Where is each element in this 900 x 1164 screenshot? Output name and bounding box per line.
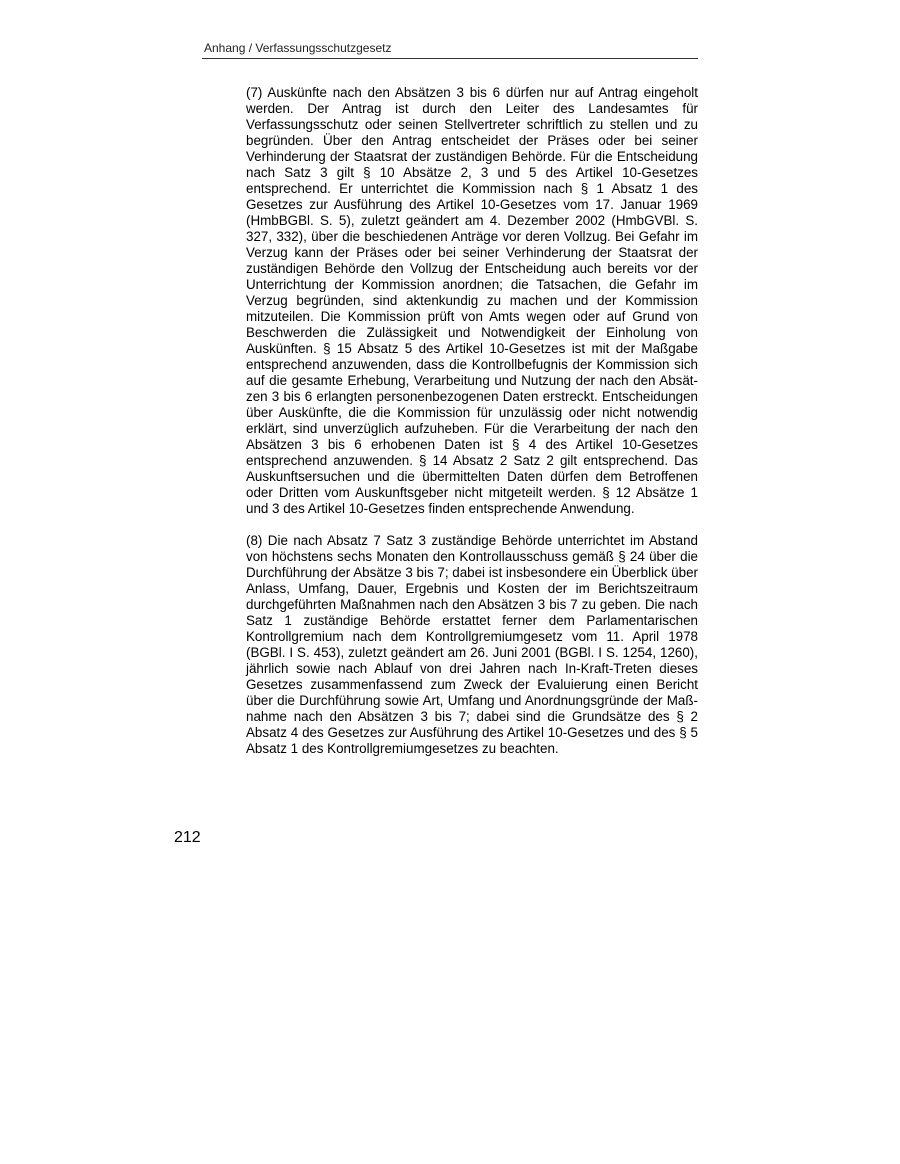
running-header (202, 40, 698, 59)
page-body (246, 85, 698, 757)
paragraph-7: (7) Auskünfte nach den Absätzen 3 bis 6 dürfen nur auf Antrag eingeholt werden. Der Antrag ist durch den Leiter des Landesamtes für Verfassungsschutz oder seinen Stellvertreter schriftlich zu stellen und zu begründen. Über den Antrag entscheidet der Präses oder bei seiner Verhinderung der Staatsrat der zuständigen Behörde. Für die Entscheidung nach Satz 3 gilt § 10 Absätze 2, 3 und 5 des Artikel 10-Gesetzes entsprechend. Er unterrichtet die Kommission nach § 1 Absatz 1 des Gesetzes zur Ausführung des Artikel 10-Gesetzes vom 17. Januar 1969 (HmbBGBl. S. 5), zuletzt geändert am 4. Dezember 2002 (HmbGVBl. S. 327, 332), über die beschiedenen Anträge vor deren Vollzug. Bei Gefahr im Verzug kann der Präses oder bei seiner Verhinderung der Staatsrat der zuständigen Behörde den Vollzug der Entscheidung auch bereits vor der Unterrichtung der Kommission anordnen; die Tatsachen, die Gefahr im Verzug begründen, sind aktenkundig zu machen und der Kommission mitzuteilen. Die Kommission prüft von Amts wegen oder auf Grund von Beschwerden die Zulässigkeit und Notwendigkeit der Einholung von Auskünften. § 15 Absatz 5 des Artikel 10-Gesetzes ist mit der Maßgabe entsprechend anzuwenden, dass die Kontrollbefugnis der Kommission sich auf die gesamte Erhebung, Verarbeitung und Nutzung der nach den Absätzen 3 bis 6 erlangten personenbezogenen Daten erstreckt. Entscheidungen über Auskünfte, die die Kommission für unzulässig oder nicht notwendig erklärt, sind unverzüglich aufzuheben. Für die Verarbeitung der nach den Absätzen 3 bis 6 erhobenen Daten ist § 4 des Artikel 10-Gesetzes entsprechend anzuwenden. § 14 Absatz 2 Satz 2 gilt entsprechend. Das Auskunftsersuchen und die übermittelten Daten dürfen dem Betroffenen oder Dritten vom Auskunftsgeber nicht mitgeteilt werden. § 12 Absätze 1 und 3 des Artikel 10-Gesetzes finden entsprechende Anwendung. (246, 85, 698, 516)
paragraph-8: (8) Die nach Absatz 7 Satz 3 zuständige Behörde unterrichtet im Abstand von höchstens sechs Monaten den Kontrollausschuss gemäß § 24 über die Durchführung der Absätze 3 bis 7; dabei ist insbesondere ein Überblick über Anlass, Umfang, Dauer, Ergebnis und Kosten der im Berichtszeitraum durchgeführten Maßnahmen nach den Absätzen 3 bis 7 zu geben. Die nach Satz 1 zuständige Behörde erstattet ferner dem Parlamentarischen Kontrollgremium nach dem Kontrollgremiumgesetz vom 11. April 1978 (BGBl. I S. 453), zuletzt geändert am 26. Juni 2001 (BGBl. I S. 1254, 1260), jährlich sowie nach Ablauf von drei Jahren nach In-Kraft-Treten dieses Gesetzes zusammenfassend zum Zweck der Evaluierung einen Bericht über die Durchführung sowie Art, Umfang und Anordnungsgründe der Maßnahme nach den Absätzen 3 bis 7; dabei sind die Grundsätze des § 2 Absatz 4 des Gesetzes zur Ausführung des Artikel 10-Gesetzes und des § 5 Absatz 1 des Kontrollgremiumgesetzes zu beachten. (246, 533, 698, 756)
page-number: 212 (174, 829, 201, 846)
running-header-title: Anhang / Verfassungsschutzgesetz (204, 41, 392, 55)
